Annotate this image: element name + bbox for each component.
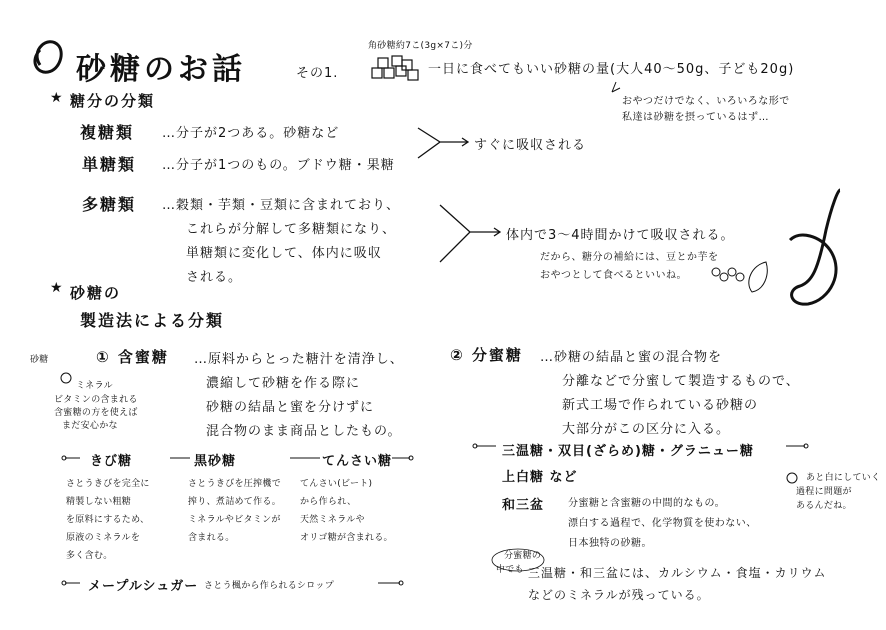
maple-desc: さとう楓から作られるシロップ [204,581,335,591]
section2-heading-2: 製造法による分類 [80,311,225,330]
section1-heading: 糖分の分類 [70,92,156,110]
fukutou-name: 複糖類 [80,123,135,142]
tantou-name: 単糖類 [82,155,137,174]
potato-icon [749,262,767,292]
arrow-icon [440,205,500,262]
ganmitsu-desc-3: 砂糖の結晶と蜜を分けずに [206,400,375,415]
arrow1-text: すぐに吸収される [474,138,587,153]
bunmitsu-desc-2: 分離などで分蜜して製造するもので、 [562,374,800,389]
problem-note-2: 過程に問題が [796,487,852,497]
star-icon: ★ [50,280,63,296]
sugar-cube-icon [372,56,418,80]
bunmitsu-desc-3: 新式工場で作られている砂糖の [562,398,759,413]
ganmitsu-desc-2: 濃縮して砂糖を作る際に [206,376,361,391]
problem-note-1: あと白にしていく [806,473,881,483]
cube-caption: 角砂糖約7こ(3g×7こ)分 [368,41,473,51]
kibitou-name: きび糖 [90,454,133,469]
face-icon [61,373,71,383]
tensaitou-line-0: てんさい(ビート) [300,479,373,489]
bunmitsu-desc-1: …砂糖の結晶と蜜の混合物を [540,350,723,365]
side-note-2: ビタミンの含まれる [54,395,138,405]
tantou-desc: …分子が1つのもの。ブドウ糖・果糖 [162,158,395,173]
tatou-desc-4: される。 [186,270,243,285]
sanon-line-1: 三温糖・和三盆には、カルシウム・食塩・カリウム [528,566,827,580]
daily-sugar-amount: 一日に食べてもいい砂糖の量(大人40〜50g、子ども20g) [428,62,795,77]
page-title: 砂糖のお話 [76,52,246,87]
side-note-3: 含蜜糖の方を使えば [54,408,138,418]
arrow2-note-1: だから、糖分の補給には、豆とか芋を [540,252,719,263]
maple-name: メープルシュガー [88,579,199,594]
ganmitsu-title: ① 含蜜糖 [96,348,169,366]
tensaitou-line-2: 天然ミネラルや [300,515,365,525]
tensaitou-line-3: オリゴ糖が含まれる。 [300,533,393,543]
problem-note-3: あるんだね。 [796,501,852,511]
ganmitsu-desc-4: 混合物のまま商品としたもの。 [206,424,402,439]
swirl-icon [790,190,840,304]
fukutou-desc: …分子が2つある。砂糖など [162,126,340,141]
kibitou-line-0: さとうきびを完全に [66,479,150,489]
bunmitsu-tag-1: 分蜜糖の [504,551,542,561]
face-icon [787,473,797,483]
ganmitsu-desc-1: …原料からとった糖汁を清浄し、 [194,352,404,367]
tatou-desc-1: …穀類・芋類・豆類に含まれており、 [162,198,401,213]
bean-icon [712,268,744,281]
tensaitou-line-1: から作られ、 [300,497,357,507]
sanon-line-2: などのミネラルが残っている。 [528,588,710,602]
side-note-0: 砂糖 [30,355,49,365]
wasanbon-desc-1: 分蜜糖と含蜜糖の中間的なもの。 [568,498,726,509]
kurozatou-name: 黒砂糖 [194,454,237,469]
kurozatou-line-1: 搾り、煮詰めて作る。 [188,497,282,507]
kibitou-line-2: を原料にするため、 [66,515,150,525]
bunmitsu-desc-4: 大部分がこの区分に入る。 [562,422,731,437]
page-subtitle: その1. [296,66,339,81]
bunmitsu-tag-2: 中でも [496,565,524,575]
title-swirl-icon [35,42,61,72]
snack-note-2: 私達は砂糖を摂っているはず… [622,112,769,123]
tatou-name: 多糖類 [82,195,137,214]
star-icon: ★ [50,90,63,106]
arrow-icon [418,128,468,158]
kibitou-line-4: 多く含む。 [66,551,113,561]
wasanbon-desc-3: 日本独特の砂糖。 [568,538,652,549]
kurozatou-line-3: 含まれる。 [188,533,235,543]
kurozatou-line-2: ミネラルやビタミンが [188,515,281,525]
snack-note-1: おやつだけでなく、いろいろな形で [622,96,790,107]
jouhakutou: 上白糖 など [502,470,578,485]
side-note-4: まだ安心かな [62,421,118,431]
side-note-1: ミネラル [76,381,113,391]
tatou-desc-2: これらが分解して多糖類になり、 [186,222,397,237]
wasanbon-desc-2: 漂白する過程で、化学物質を使わない、 [568,518,757,529]
kibitou-line-3: 原液のミネラルを [66,533,141,543]
section2-heading-1: 砂糖の [70,284,122,302]
bunmitsu-title: ② 分蜜糖 [450,346,523,364]
bunmitsu-types: 三温糖・双目(ざらめ)糖・グラニュー糖 [502,444,754,459]
arrow2-note-2: おやつとして食べるといいね。 [540,270,687,281]
kurozatou-line-0: さとうきびを圧搾機で [188,479,282,489]
tensaitou-name: てんさい糖 [322,454,393,469]
tatou-desc-3: 単糖類に変化して、体内に吸収 [186,246,382,261]
arrow2-text: 体内で3〜4時間かけて吸収される。 [506,228,735,243]
wasanbon-name: 和三盆 [502,498,545,513]
kibitou-line-1: 精製しない粗糖 [66,497,132,507]
